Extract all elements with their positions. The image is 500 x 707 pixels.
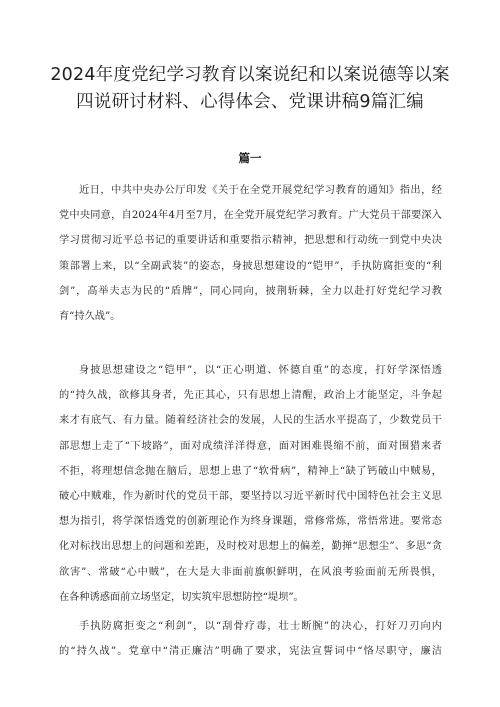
- title-line: 四说研讨材料、心得体会、党课讲稿9篇汇编: [76, 92, 424, 112]
- paragraph: [59, 358, 442, 610]
- section-heading: 篇一: [238, 151, 262, 165]
- paragraph-line: 化对标找出思想上的问题和差距，及时校对思想上的偏差，勤掸“思想尘”、多思“贪: [59, 541, 442, 553]
- paragraph-line: 学习贯彻习近平总书记的重要讲话和重要指示精神，把思想和行动统一到党中央决: [59, 235, 442, 247]
- paragraph-line: 的“持久战，欲修其身者，先正其心，只有思想上清醒，政治上才能坚定，斗争起: [59, 390, 442, 402]
- paragraph: [59, 178, 442, 329]
- paragraph-line: 破心中贼难，作为新时代的党员干部，要坚持以习近平新时代中国特色社会主义思: [59, 491, 442, 503]
- paragraph-line: 来才有底气、有力量。随着经济社会的发展，人民的生活水平提高了，少数党员干: [59, 415, 442, 427]
- paragraph-line: 近日，中共中央办公厅印发《关于在全党开展党纪学习教育的通知》指出，经: [79, 185, 442, 196]
- paragraph: [59, 614, 442, 664]
- paragraph-line: 党中央同意，自2024年4月至7月，在全党开展党纪学习教育。广大党员干部要深入: [59, 210, 442, 222]
- paragraph-line: 策部署上来，以“全副武装”的姿态，身披思想建设的“铠甲”，手执防腐拒变的“利: [59, 260, 442, 272]
- paragraph-line: 不拒，将理想信念抛在脑后，思想上患了“软骨病”，精神上“缺了钙破山中贼易，: [59, 465, 442, 477]
- paragraph-line: 部思想上走了“下坡路”，面对成绩洋洋得意，面对困难畏缩不前，面对围猎来者: [59, 440, 442, 452]
- title-line: 2024年度党纪学习教育以案说纪和以案说德等以案: [50, 65, 450, 85]
- paragraph-line: 手执防腐拒变之“利剑”，以“刮骨疗毒，壮士断腕”的决心，打好刀刃向内: [79, 621, 442, 632]
- paragraph-line: 的“持久战”。党章中“清正廉洁”明确了要求，宪法宣誓词中“恪尽职守，廉洁: [59, 646, 442, 658]
- document-title: [30, 62, 470, 116]
- paragraph-line: 剑”，高举夫志为民的“盾牌”，同心同向，披荆斩棘，全力以赴打好党纪学习教: [59, 285, 442, 297]
- paragraph-line: 育“持久战”。: [59, 311, 121, 323]
- paragraph-line: 欲害”、常破“心中贼”，在大是大非面前旗帜鲜明，在风浪考验面前无所畏惧，: [59, 566, 442, 578]
- paragraph-line: 在各种诱惑面前立场坚定，切实筑牢思想防控“堤坝”。: [59, 591, 304, 603]
- paragraph-line: 想为指引，将学深悟透党的创新理论作为终身课题，常修常炼，常悟常进。要常态: [59, 516, 442, 528]
- paragraph-line: 身披思想建设之“铠甲”，以“正心明道、怀德自重”的态度，打好学深悟透: [79, 365, 442, 376]
